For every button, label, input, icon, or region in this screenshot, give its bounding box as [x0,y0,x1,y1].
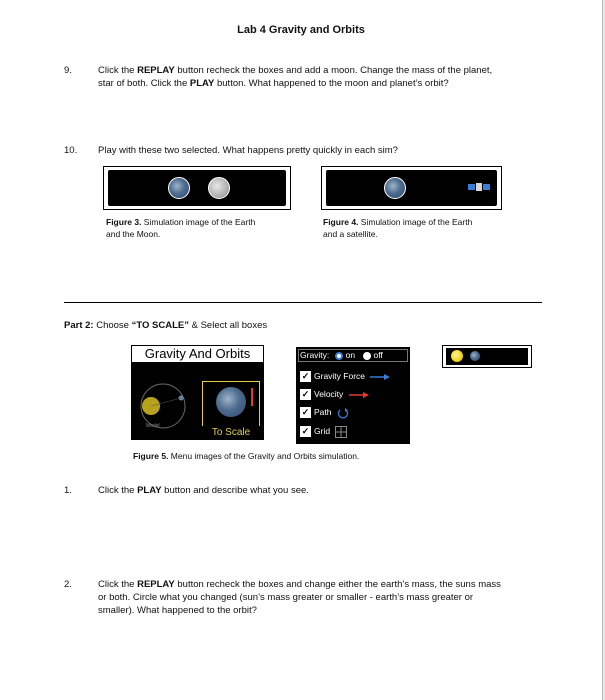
q10-number: 10. [64,145,78,156]
figure5-caption [133,451,359,462]
q9-line2-post: button. What happened to the moon and planet’s orbit? [214,78,449,89]
velocity-label: Velocity [314,389,344,399]
figure5-label: Figure 5. [133,451,169,461]
blue-arrow-icon [370,373,390,381]
sun-icon [451,350,463,362]
sun-edge-marker [251,388,253,406]
earth-icon [216,387,246,417]
p1-text [98,484,309,497]
moon-icon [208,177,230,199]
replay-keyword: REPLAY [137,65,175,76]
p2-line1-post: button recheck the boxes and change either the earth’s mass, the suns mass [174,579,501,590]
part2-post: & Select all boxes [188,320,268,331]
gravity-force-row[interactable] [300,370,390,382]
gravity-orbits-title: Gravity And Orbits [131,345,264,363]
path-label: Path [314,407,332,417]
p2-line3: smaller). What happened to the orbit? [98,605,257,616]
grid-row[interactable] [300,425,347,438]
velocity-row[interactable] [300,388,369,400]
gravity-label: Gravity: [300,350,330,360]
p1-pre: Click the [98,485,138,496]
q9-line1-post: button recheck the boxes and add a moon. Change the mass of the planet, [174,65,493,76]
figure4-sim-background [326,170,497,206]
play-keyword: PLAY [137,485,162,496]
grid-icon [335,426,347,438]
p2-number: 2. [64,579,72,590]
q10-text: Play with these two selected. What happens pretty quickly in each sim? [98,145,398,156]
figure3-label: Figure 3. [106,217,142,227]
earth-icon [470,351,480,361]
play-keyword: PLAY [189,78,215,89]
figure4-text: Simulation image of the Earth [358,217,473,227]
figure4-sim-image [321,166,502,210]
q9-line1 [98,64,492,77]
grid-label: Grid [314,426,331,436]
replay-keyword: REPLAY [137,579,175,590]
earth-icon [168,177,190,199]
section-divider [64,302,542,303]
sun-earth-sim-image [442,345,532,368]
p2-line1-pre: Click the [98,579,138,590]
q9-line2 [98,77,449,90]
gravity-off-label: off [373,350,383,360]
model-label: Model [146,423,160,429]
figure4-caption-line2: and a satellite. [323,229,378,239]
q9-line2-pre: star of both. Click the [98,78,190,89]
gravity-force-checkbox[interactable]: ✓ [301,371,310,382]
part2-label: Part 2: [64,320,94,331]
model-orbit-icon [137,380,189,432]
p2-line2: or both. Circle what you changed (sun’s mass greater or smaller - earth’s mass greater or [98,592,474,603]
gravity-off-radio[interactable] [363,352,371,360]
part2-pre: Choose [93,320,132,331]
gravity-force-label: Gravity Force [314,371,366,381]
part2-heading [64,319,267,332]
q9-number: 9. [64,65,72,76]
to-scale-option[interactable] [202,381,260,427]
satellite-icon [468,180,490,194]
grid-checkbox[interactable]: ✓ [301,426,310,437]
earth-icon [384,177,406,199]
path-icon [337,407,349,419]
gravity-on-radio[interactable] [335,352,343,360]
page-title: Lab 4 Gravity and Orbits [237,24,365,36]
gravity-orbits-menu-panel [131,346,264,440]
figure3-sim-background [108,170,286,206]
small-sim-background [446,348,528,365]
velocity-checkbox[interactable]: ✓ [301,389,310,400]
gravity-on-label: on [345,350,356,360]
figure3-text: Simulation image of the Earth [141,217,256,227]
figure3-sim-image [103,166,291,210]
p1-number: 1. [64,485,72,496]
figure3-caption [106,217,255,228]
gravity-toggle-row [300,349,383,361]
figure4-caption [323,217,472,228]
red-arrow-icon [349,391,369,399]
figure4-label: Figure 4. [323,217,359,227]
p2-line1 [98,578,501,591]
q9-line1-pre: Click the [98,65,138,76]
path-checkbox[interactable]: ✓ [301,407,310,418]
figure5-text: Menu images of the Gravity and Orbits simulation. [168,451,360,461]
gravity-controls-panel [296,347,410,444]
to-scale-button[interactable]: To Scale [202,426,260,439]
path-row[interactable] [300,406,349,419]
to-scale-keyword: “TO SCALE” [131,320,189,331]
p1-post: button and describe what you see. [161,485,309,496]
figure3-caption-line2: and the Moon. [106,229,161,239]
